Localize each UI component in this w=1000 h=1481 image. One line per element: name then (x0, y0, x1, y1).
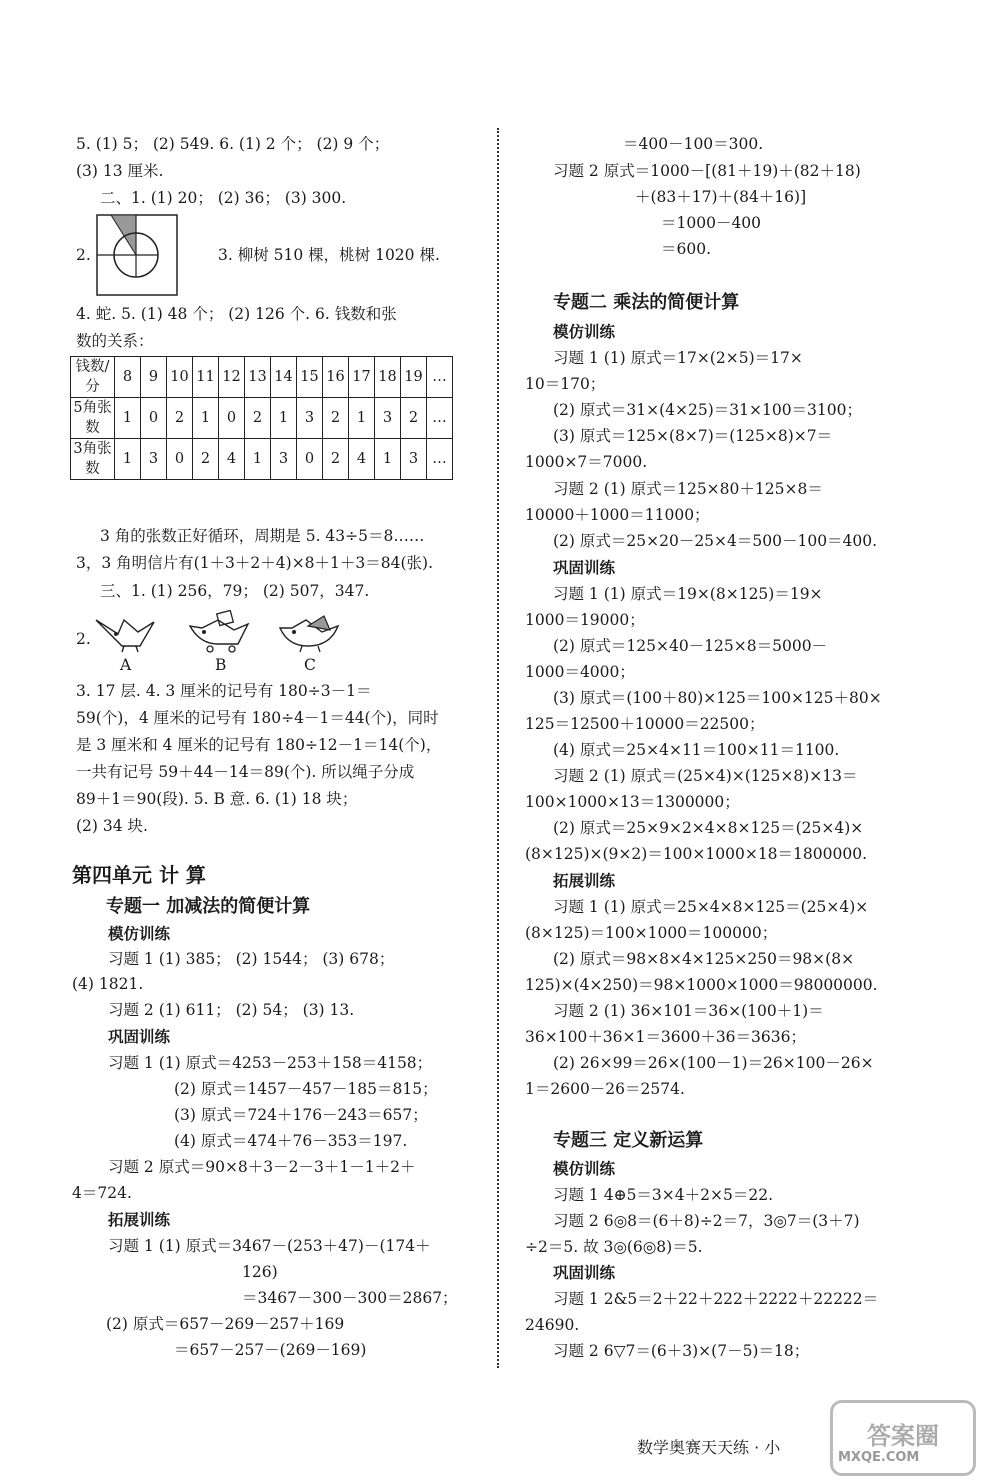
answer-line: 数的关系： (76, 332, 154, 350)
section-heading: 巩固训练 (553, 1264, 616, 1282)
table-cell: 0 (219, 398, 245, 439)
answer-line: ÷2＝5. 故 3◎(6◎8)＝5. (525, 1238, 703, 1256)
section-heading: 拓展训练 (108, 1211, 171, 1229)
answer-line: 59(个)，4 厘米的记号有 180÷4－1＝44(个)，同时 (76, 709, 439, 727)
answer-line: 习题 1 2&5＝2＋22＋222＋2222＋22222＝ (553, 1290, 879, 1308)
answer-line: 三、1. (1) 256，79； (2) 507，347. (100, 582, 370, 600)
section-heading: 模仿训练 (108, 925, 171, 943)
answer-line: 36×100＋36×1＝3600＋36＝3636； (525, 1028, 806, 1046)
answer-line: 习题 1 4⊕5＝3×4＋2×5＝22. (553, 1186, 773, 1204)
question-label: 2. (76, 630, 91, 648)
answer-line: (3) 13 厘米. (76, 162, 164, 180)
answer-line: ＝3467－300－300＝2867； (242, 1289, 458, 1307)
figure-label: B (215, 656, 227, 674)
answer-line: (2) 原式＝125×40－125×8＝5000－ (553, 637, 828, 655)
question-label: 2. (76, 246, 91, 264)
page-footer: 数学奥赛天天练 · 小 (637, 1438, 781, 1457)
answer-line: 1＝2600－26＝2574. (525, 1080, 685, 1098)
answer-line: 3. 17 层. 4. 3 厘米的记号有 180÷3－1＝ (76, 682, 372, 700)
answer-line: 5. (1) 5； (2) 549. 6. (1) 2 个； (2) 9 个； (76, 135, 390, 153)
square-circle-diagram (96, 214, 178, 296)
table-cell: 1 (193, 398, 219, 439)
answer-line: 习题 2 (1) 原式＝125×80＋125×8＝ (553, 480, 823, 498)
answer-line: ＋(83＋17)＋(84＋16)] (635, 188, 807, 206)
table-cell: 1 (271, 398, 297, 439)
table-cell: 3 (271, 439, 297, 480)
answer-line: 习题 2 (1) 原式＝(25×4)×(125×8)×13＝ (553, 767, 858, 785)
table-row (71, 439, 453, 480)
answer-line: 习题 1 (1) 原式＝3467－(253＋47)－(174＋ (108, 1237, 431, 1255)
table-cell: 4 (349, 439, 375, 480)
table-row-header (71, 398, 115, 439)
answer-line: (3) 原式＝125×(8×7)＝(125×8)×7＝ (553, 427, 833, 445)
table-row (71, 357, 453, 398)
answer-line: (3) 原式＝724＋176－243＝657； (174, 1106, 428, 1124)
table-cell: 1 (375, 439, 401, 480)
answer-line: 习题 2 6◎8＝(6＋8)÷2＝7，3◎7＝(3＋7) (553, 1212, 860, 1230)
answer-line: (2) 原式＝657－269－257＋169 (106, 1315, 345, 1333)
table-row-header (71, 357, 115, 398)
unit-title: 第四单元 计 算 (72, 863, 206, 887)
table-cell: 4 (219, 439, 245, 480)
table-row (71, 398, 453, 439)
table-cell: 15 (297, 357, 323, 398)
table-cell: 1 (115, 439, 141, 480)
answer-line: 3. 柳树 510 棵，桃树 1020 棵. (218, 246, 440, 264)
answer-line: (2) 原式＝98×8×4×125×250＝98×(8× (553, 950, 855, 968)
table-cell: 16 (323, 357, 349, 398)
answer-line: ＝400－100＝300. (623, 135, 764, 153)
answer-line: ＝600. (661, 240, 712, 258)
answer-line: 习题 1 (1) 原式＝25×4×8×125＝(25×4)× (553, 898, 869, 916)
answer-line: 10＝170； (525, 375, 606, 393)
table-cell: 1 (245, 439, 271, 480)
answer-line: (8×125)＝100×1000＝100000； (525, 924, 778, 942)
duck-a-drawing (94, 612, 156, 654)
section-heading: 拓展训练 (553, 872, 616, 890)
answer-line: 126) (242, 1263, 278, 1281)
answer-line: 3，3 角明信片有(1＋3＋2＋4)×8＋1＋3＝84(张). (76, 554, 434, 572)
table-cell: 11 (193, 357, 219, 398)
row-label: 5角张数 (73, 400, 112, 436)
table-cell: 13 (245, 357, 271, 398)
row-label: 3角张数 (73, 441, 112, 477)
answer-line: 4. 蛇. 5. (1) 48 个； (2) 126 个. 6. 钱数和张 (76, 305, 397, 323)
answer-line: (2) 26×99＝26×(100－1)＝26×100－26× (553, 1054, 874, 1072)
answer-line: 89＋1＝90(段). 5. B 意. 6. (1) 18 块； (76, 790, 358, 808)
answer-line: 3 角的张数正好循环，周期是 5. 43÷5＝8…… (100, 527, 425, 545)
table-cell: 1 (115, 398, 141, 439)
table-cell: 0 (297, 439, 323, 480)
watermark-url: MXQE.COM (838, 1450, 920, 1465)
table-cell: 9 (141, 357, 167, 398)
answer-line: ＝657－257－(269－169) (174, 1341, 367, 1359)
table-cell: 1 (349, 398, 375, 439)
watermark-logo: 答案圈 (830, 1400, 976, 1476)
duck-c-drawing (278, 610, 340, 654)
table-cell: … (427, 357, 453, 398)
table-cell: 3 (141, 439, 167, 480)
answer-line: 习题 1 (1) 原式＝17×(2×5)＝17× (553, 349, 803, 367)
answer-line: (3) 原式＝(100＋80)×125＝100×125＋80× (553, 689, 882, 707)
section-heading: 巩固训练 (553, 559, 616, 577)
table-cell: 14 (271, 357, 297, 398)
answer-line: 1000＝19000； (525, 611, 645, 629)
answer-line: 习题 2 原式＝90×8＋3－2－3＋1－1＋2＋ (108, 1158, 416, 1176)
answer-line: (4) 1821. (72, 975, 144, 993)
answer-line: 4＝724. (72, 1184, 132, 1202)
table-cell: 19 (401, 357, 427, 398)
answer-line: (2) 原式＝31×(4×25)＝31×100＝3100； (553, 401, 863, 419)
answer-line: 10000＋1000＝11000； (525, 506, 710, 524)
answer-line: (2) 原式＝25×9×2×4×8×125＝(25×4)× (553, 819, 864, 837)
answer-line: 习题 1 (1) 原式＝19×(8×125)＝19× (553, 585, 823, 603)
section-heading: 模仿训练 (553, 1160, 616, 1178)
answer-line: 一共有记号 59＋44－14＝89(个). 所以绳子分成 (76, 763, 415, 781)
table-cell: 3 (401, 439, 427, 480)
table-cell: 0 (141, 398, 167, 439)
row-label: 钱数/分 (75, 359, 110, 395)
figure-label: C (304, 656, 316, 674)
answer-line: 125＝12500＋10000＝22500； (525, 715, 765, 733)
answer-line: (2) 原式＝25×20－25×4＝500－100＝400. (553, 532, 878, 550)
answer-line: 习题 1 (1) 原式＝4253－253＋158＝4158； (108, 1054, 433, 1072)
column-divider (497, 128, 499, 1368)
section-heading: 巩固训练 (108, 1028, 171, 1046)
table-cell: 3 (375, 398, 401, 439)
table-cell: 12 (219, 357, 245, 398)
table-cell: … (427, 439, 453, 480)
table-cell: 2 (193, 439, 219, 480)
answer-line: (4) 原式＝25×4×11＝100×11＝1100. (553, 741, 840, 759)
answer-line: 习题 2 (1) 611； (2) 54； (3) 13. (108, 1001, 355, 1019)
table-cell: 2 (167, 398, 193, 439)
duck-b-drawing (188, 610, 250, 654)
table-row-header (71, 439, 115, 480)
answer-line: 125)×(4×250)＝98×1000×1000＝98000000. (525, 976, 878, 994)
answer-line: 100×1000×13＝1300000； (525, 793, 740, 811)
answer-line: (4) 原式＝474＋76－353＝197. (174, 1132, 408, 1150)
answer-line: (2) 34 块. (76, 817, 148, 835)
table-cell: 10 (167, 357, 193, 398)
answer-line: 是 3 厘米和 4 厘米的记号有 180÷12－1＝14(个)， (76, 736, 442, 754)
answer-line: ＝1000－400 (661, 214, 762, 232)
answer-line: 1000×7＝7000. (525, 453, 648, 471)
answer-line: 1000＝4000； (525, 663, 635, 681)
table-cell: … (427, 398, 453, 439)
answer-line: 习题 2 原式＝1000－[(81＋19)＋(82＋18) (553, 162, 861, 180)
table-cell: 18 (375, 357, 401, 398)
table-cell: 2 (323, 439, 349, 480)
answer-line: 二、1. (1) 20； (2) 36； (3) 300. (100, 189, 347, 207)
table-cell: 0 (167, 439, 193, 480)
topic-title: 专题三 定义新运算 (553, 1130, 704, 1151)
topic-title: 专题一 加减法的简便计算 (106, 896, 311, 917)
topic-title: 专题二 乘法的简便计算 (553, 292, 740, 313)
table-cell: 2 (245, 398, 271, 439)
answer-line: (8×125)×(9×2)＝100×1000×18＝1800000. (525, 845, 868, 863)
table-cell: 2 (323, 398, 349, 439)
table-cell: 2 (401, 398, 427, 439)
table-cell: 3 (297, 398, 323, 439)
money-table (70, 356, 453, 480)
answer-line: (2) 原式＝1457－457－185＝815； (174, 1080, 438, 1098)
answer-line: 习题 1 (1) 385； (2) 1544； (3) 678； (108, 950, 395, 968)
table-cell: 17 (349, 357, 375, 398)
table-cell: 8 (115, 357, 141, 398)
answer-line: 习题 2 (1) 36×101＝36×(100＋1)＝ (553, 1002, 824, 1020)
answer-line: 24690. (525, 1316, 580, 1334)
answer-line: 习题 2 6▽7＝(6＋3)×(7－5)＝18； (553, 1342, 810, 1360)
figure-label: A (120, 656, 132, 674)
section-heading: 模仿训练 (553, 323, 616, 341)
